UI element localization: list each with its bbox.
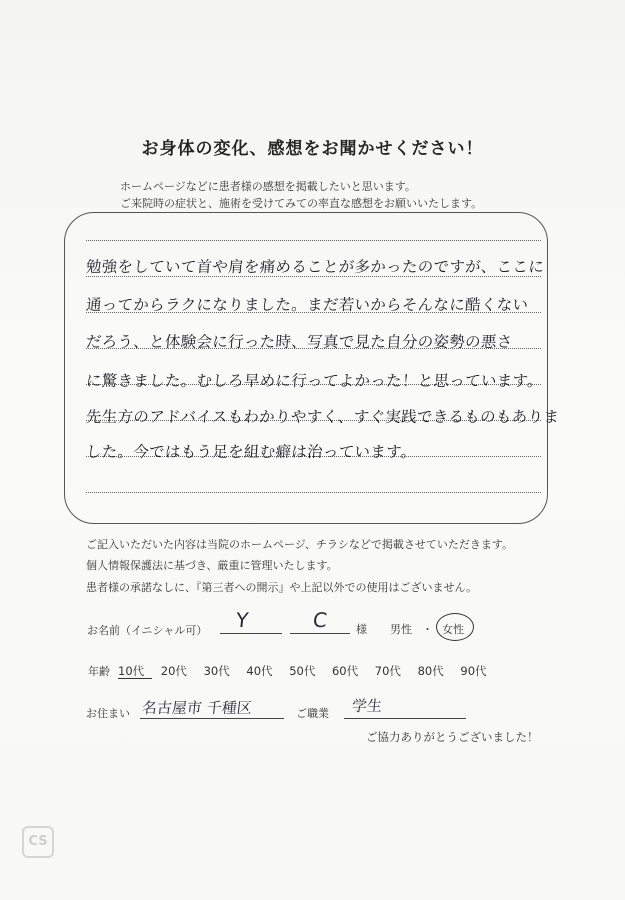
note-line-3: 患者様の承諾なしに、『第三者への開示』や上記以外での使用はございません。 bbox=[86, 581, 478, 594]
sama-label: 様 bbox=[356, 623, 367, 636]
job-value: 学生 bbox=[351, 697, 383, 715]
intro-line-2: ご来院時の症状と、施術を受けてみての率直な感想をお願いいたします。 bbox=[120, 197, 483, 210]
gender-female: 女性 bbox=[442, 623, 464, 636]
comment-line-6: した。今ではもう足を組む癖は治っています。 bbox=[85, 443, 418, 461]
age-option: 90代 bbox=[460, 664, 487, 678]
age-option: 60代 bbox=[331, 664, 359, 678]
name-initial-1: Y bbox=[234, 608, 250, 632]
age-option: 50代 bbox=[289, 664, 316, 678]
age-option: 20代 bbox=[160, 664, 187, 678]
name-initial-2: C bbox=[311, 608, 329, 632]
thanks-text: ご協力ありがとうございました！ bbox=[366, 730, 539, 744]
intro-line-1: ホームページなどに患者様の感想を掲載したいと思います。 bbox=[120, 180, 416, 193]
comment-rule bbox=[86, 240, 541, 241]
age-options bbox=[118, 663, 500, 679]
name-label: お名前（イニシャル可） bbox=[87, 624, 208, 637]
note-line-1: ご記入いただいた内容は当院のホームページ、チラシなどで掲載させていただきます。 bbox=[86, 538, 514, 551]
name-underline-2 bbox=[290, 633, 350, 634]
comment-rule bbox=[86, 492, 541, 493]
age-option: 30代 bbox=[203, 664, 230, 678]
comment-line-5: 先生方のアドバイスもわかりやすく、すぐ実践できるものもありま bbox=[85, 408, 560, 426]
comment-line-4: に驚きました。むしろ早めに行ってよかった！と思っています。 bbox=[85, 372, 544, 390]
gender-male: 男性 bbox=[390, 623, 412, 636]
age-option: 40代 bbox=[246, 664, 273, 678]
comment-line-3: だろう、と体験会に行った時、写真で見た自分の姿勢の悪さ bbox=[85, 333, 514, 351]
age-label: 年齢 bbox=[88, 665, 110, 678]
age-selected-underline bbox=[118, 678, 152, 679]
watermark-logo: CS bbox=[22, 826, 54, 858]
address-value: 名古屋市 千種区 bbox=[141, 699, 253, 717]
gender-separator: ・ bbox=[422, 623, 433, 636]
name-underline-1 bbox=[220, 633, 282, 634]
job-label: ご職業 bbox=[296, 707, 329, 720]
comment-line-1: 勉強をしていて首や肩を痛めることが多かったのですが、ここに bbox=[85, 258, 545, 276]
job-underline bbox=[344, 718, 466, 719]
age-option: 80代 bbox=[417, 664, 444, 678]
page-title: お身体の変化、感想をお聞かせください！ bbox=[141, 139, 484, 159]
age-option: 10代 bbox=[118, 664, 145, 678]
note-line-2: 個人情報保護法に基づき、厳重に管理いたします。 bbox=[86, 559, 338, 572]
age-option: 70代 bbox=[374, 664, 401, 678]
gender-selected-circle bbox=[436, 613, 474, 641]
comment-line-2: 通ってからラクになりました。まだ若いからそんなに酷くない bbox=[85, 296, 529, 314]
address-underline bbox=[140, 718, 284, 719]
address-label: お住まい bbox=[86, 707, 130, 720]
